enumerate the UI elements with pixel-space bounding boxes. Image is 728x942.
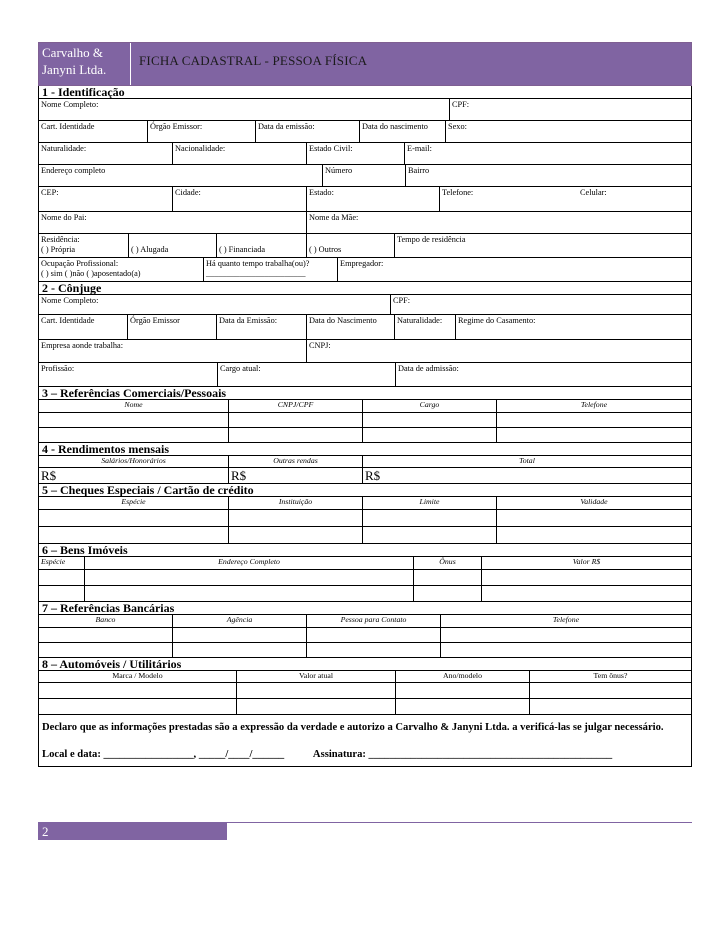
cheques-cell[interactable] bbox=[39, 510, 229, 526]
ocupacao-label: Ocupação Profissional: bbox=[41, 259, 119, 268]
row-residencia bbox=[38, 234, 692, 258]
declaration-text: Declaro que as informações prestadas são a expressão da verdade e autorizo a Carvalho & Janyni Ltda. a verificá-las se julgar necessário. bbox=[42, 722, 664, 733]
alugada-option[interactable]: ( ) Alugada bbox=[129, 234, 217, 257]
bancos-cell[interactable] bbox=[441, 628, 691, 642]
table-row bbox=[38, 586, 692, 602]
rend-total-value[interactable]: R$ bbox=[365, 468, 381, 483]
cidade-field[interactable]: Cidade: bbox=[173, 187, 307, 211]
cheques-col-especie: Espécie bbox=[39, 497, 229, 509]
refs-col-telefone: Telefone bbox=[580, 400, 608, 409]
header-banner bbox=[38, 42, 692, 86]
empregador-field[interactable]: Empregador: bbox=[340, 259, 384, 268]
cheques-col-instituicao: Instituição bbox=[229, 497, 363, 509]
conjuge-admissao-field[interactable]: Data de admissão: bbox=[398, 364, 459, 373]
autos-cell[interactable] bbox=[396, 683, 530, 698]
residencia-label: Residência: bbox=[41, 235, 80, 244]
refs-cell[interactable] bbox=[39, 413, 229, 427]
bancos-col-banco: Banco bbox=[39, 615, 173, 627]
naturalidade-field[interactable]: Naturalidade: bbox=[39, 143, 173, 164]
nome-field[interactable]: Nome Completo: bbox=[39, 99, 450, 120]
data-emissao-field[interactable]: Data da emissão: bbox=[256, 121, 360, 142]
rend-col-outras: Outras rendas bbox=[229, 456, 363, 467]
cheques-cell[interactable] bbox=[497, 510, 691, 526]
bairro-field[interactable]: Bairro bbox=[408, 166, 430, 175]
row-ocupacao bbox=[38, 258, 692, 282]
bens-cell[interactable] bbox=[85, 570, 414, 585]
autos-cell[interactable] bbox=[237, 699, 396, 714]
table-row bbox=[38, 643, 692, 658]
rendimentos-header-row bbox=[38, 456, 692, 468]
cheques-cell[interactable] bbox=[39, 527, 229, 543]
row-conjuge-identidade bbox=[38, 315, 692, 340]
section-8-title: 8 – Automóveis / Utilitários bbox=[38, 658, 692, 671]
conjuge-data-emissao-field[interactable]: Data da Emissão: bbox=[217, 315, 307, 339]
section-3-title: 3 – Referências Comerciais/Pessoais bbox=[38, 387, 692, 400]
section-1-title: 1 - Identificação bbox=[38, 86, 692, 99]
bens-cell[interactable] bbox=[414, 570, 482, 585]
bens-col-onus: Ônus bbox=[414, 557, 482, 569]
company-name: Carvalho & Janyni Ltda. bbox=[39, 43, 131, 85]
row-cep bbox=[38, 187, 692, 212]
tempo-trabalho-cell bbox=[204, 258, 338, 281]
bens-cell[interactable] bbox=[85, 586, 414, 601]
conjuge-orgao-field[interactable]: Órgão Emissor bbox=[128, 315, 217, 339]
autos-col-marca: Marca / Modelo bbox=[39, 671, 237, 682]
rend-col-total: Total bbox=[519, 456, 535, 465]
bens-cell[interactable] bbox=[39, 586, 85, 601]
table-row bbox=[38, 428, 692, 443]
conjuge-nome-field[interactable]: Nome Completo: bbox=[39, 295, 391, 314]
outros-option[interactable]: ( ) Outros bbox=[307, 234, 395, 257]
page-number: 2 bbox=[38, 823, 228, 840]
refs-header-row bbox=[38, 400, 692, 413]
assinatura-field[interactable]: Assinatura: ______________________________________________ bbox=[312, 749, 613, 760]
refs-cell[interactable] bbox=[363, 428, 497, 442]
autos-col-ano: Ano/modelo bbox=[396, 671, 530, 682]
cheques-cell[interactable] bbox=[363, 510, 497, 526]
cheques-cell[interactable] bbox=[363, 527, 497, 543]
conjuge-cnpj-field[interactable]: CNPJ: bbox=[309, 341, 331, 350]
section-6-title: 6 – Bens Imóveis bbox=[38, 544, 692, 557]
row-nome-cpf bbox=[38, 99, 692, 121]
residencia-cell bbox=[39, 234, 129, 257]
refs-cell[interactable] bbox=[497, 428, 691, 442]
rend-col-salarios: Salários/Honorários bbox=[39, 456, 229, 467]
autos-cell[interactable] bbox=[39, 683, 237, 698]
sexo-field[interactable]: Sexo: bbox=[448, 122, 467, 131]
conjuge-cpf-field[interactable]: CPF: bbox=[393, 296, 411, 305]
signature-line bbox=[42, 747, 688, 762]
table-row bbox=[38, 510, 692, 527]
autos-cell[interactable] bbox=[396, 699, 530, 714]
row-endereco bbox=[38, 165, 692, 187]
celular-field[interactable]: Celular: bbox=[580, 188, 607, 197]
estado-field[interactable]: Estado: bbox=[307, 187, 440, 211]
refs-cell[interactable] bbox=[229, 428, 363, 442]
ocupacao-cell bbox=[39, 258, 204, 281]
table-row bbox=[38, 570, 692, 586]
orgao-emissor-field[interactable]: Órgão Emissor: bbox=[148, 121, 256, 142]
footer-spacer bbox=[228, 823, 692, 840]
refs-col-cargo: Cargo bbox=[363, 400, 497, 412]
cheques-cell[interactable] bbox=[229, 510, 363, 526]
bens-col-especie: Espécie bbox=[39, 557, 85, 569]
table-row bbox=[38, 683, 692, 699]
bancos-cell[interactable] bbox=[39, 628, 173, 642]
section-7-title: 7 – Referências Bancárias bbox=[38, 602, 692, 615]
rend-outras-value[interactable]: R$ bbox=[229, 468, 363, 483]
bancos-col-agencia: Agência bbox=[173, 615, 307, 627]
conjuge-data-nasc-field[interactable]: Data do Nascimento bbox=[307, 315, 395, 339]
refs-col-nome: Nome bbox=[39, 400, 229, 412]
refs-cell[interactable] bbox=[229, 413, 363, 427]
nome-pai-field[interactable]: Nome do Pai: bbox=[39, 212, 307, 233]
refs-col-cnpj: CNPJ/CPF bbox=[229, 400, 363, 412]
bancos-col-contato: Pessoa para Contato bbox=[307, 615, 441, 627]
refs-cell[interactable] bbox=[497, 413, 691, 427]
ocupacao-options[interactable]: ( ) sim ( )não ( )aposentado(a) bbox=[41, 269, 141, 278]
cheques-cell[interactable] bbox=[229, 527, 363, 543]
email-field[interactable]: E-mail: bbox=[407, 144, 432, 153]
table-row bbox=[38, 699, 692, 715]
autos-col-onus: Tem ônus? bbox=[593, 671, 628, 680]
cpf-field[interactable]: CPF: bbox=[452, 100, 470, 109]
form-title: FICHA CADASTRAL - PESSOA FÍSICA bbox=[131, 43, 691, 85]
row-naturalidade bbox=[38, 143, 692, 165]
cheques-cell[interactable] bbox=[497, 527, 691, 543]
row-conjuge-profissao bbox=[38, 363, 692, 387]
bancos-header-row bbox=[38, 615, 692, 628]
rendimentos-values-row bbox=[38, 468, 692, 484]
autos-cell[interactable] bbox=[237, 683, 396, 698]
section-5-title: 5 – Cheques Especiais / Cartão de crédito bbox=[38, 484, 692, 497]
conjuge-empresa-field[interactable]: Empresa aonde trabalha: bbox=[39, 340, 307, 362]
table-row bbox=[38, 527, 692, 544]
bancos-cell[interactable] bbox=[441, 643, 691, 657]
bancos-cell[interactable] bbox=[39, 643, 173, 657]
tempo-trabalho-label: Há quanto tempo trabalha(ou)? bbox=[206, 259, 310, 268]
cheques-header-row bbox=[38, 497, 692, 510]
endereco-field[interactable]: Endereço completo bbox=[39, 165, 323, 186]
autos-cell[interactable] bbox=[530, 683, 691, 698]
bens-cell[interactable] bbox=[414, 586, 482, 601]
nacionalidade-field[interactable]: Nacionalidade: bbox=[173, 143, 307, 164]
bens-cell[interactable] bbox=[482, 570, 691, 585]
declaration-box bbox=[38, 715, 692, 767]
data-nascimento-field[interactable]: Data do nascimento bbox=[360, 121, 446, 142]
autos-col-valor: Valor atual bbox=[237, 671, 396, 682]
conjuge-naturalidade-field[interactable]: Naturalidade: bbox=[395, 315, 456, 339]
table-row bbox=[38, 413, 692, 428]
bancos-cell[interactable] bbox=[307, 643, 441, 657]
autos-cell[interactable] bbox=[530, 699, 691, 714]
tempo-trabalho-line[interactable]: ________________________ bbox=[206, 269, 306, 278]
cheques-col-limite: Limite bbox=[363, 497, 497, 509]
bens-col-endereco: Endereço Completo bbox=[85, 557, 414, 569]
conjuge-regime-field[interactable]: Regime do Casamento: bbox=[458, 316, 536, 325]
tempo-residencia-field[interactable]: Tempo de residência bbox=[397, 235, 466, 244]
bens-header-row bbox=[38, 557, 692, 570]
local-data-field[interactable]: Local e data: _________________, _____/____/______ bbox=[42, 749, 285, 760]
bancos-cell[interactable] bbox=[173, 628, 307, 642]
conjuge-cart-field[interactable]: Cart. Identidade bbox=[39, 315, 128, 339]
form-page bbox=[38, 42, 692, 767]
bens-cell[interactable] bbox=[39, 570, 85, 585]
bens-cell[interactable] bbox=[482, 586, 691, 601]
row-pais bbox=[38, 212, 692, 234]
cep-field[interactable]: CEP: bbox=[39, 187, 173, 211]
estado-civil-field[interactable]: Estado Civil: bbox=[307, 143, 405, 164]
row-conjuge-nome bbox=[38, 295, 692, 315]
nome-mae-field[interactable]: Nome da Mãe: bbox=[309, 213, 359, 222]
cart-identidade-field[interactable]: Cart. Identidade bbox=[39, 121, 148, 142]
bancos-col-telefone: Telefone bbox=[552, 615, 580, 624]
propria-option[interactable]: ( ) Própria bbox=[41, 245, 76, 254]
rend-salarios-value[interactable]: R$ bbox=[39, 468, 229, 483]
conjuge-profissao-field[interactable]: Profissão: bbox=[39, 363, 218, 386]
autos-header-row bbox=[38, 671, 692, 683]
table-row bbox=[38, 628, 692, 643]
bens-col-valor: Valor R$ bbox=[572, 557, 601, 566]
financiada-option[interactable]: ( ) Financiada bbox=[217, 234, 307, 257]
section-2-title: 2 - Cônjuge bbox=[38, 282, 692, 295]
autos-cell[interactable] bbox=[39, 699, 237, 714]
refs-cell[interactable] bbox=[39, 428, 229, 442]
row-identidade bbox=[38, 121, 692, 143]
section-4-title: 4 - Rendimentos mensais bbox=[38, 443, 692, 456]
page-footer bbox=[38, 822, 692, 840]
row-conjuge-empresa bbox=[38, 340, 692, 363]
telefone-field[interactable]: Telefone: bbox=[442, 188, 474, 197]
conjuge-cargo-field[interactable]: Cargo atual: bbox=[218, 363, 396, 386]
refs-cell[interactable] bbox=[363, 413, 497, 427]
cheques-col-validade: Validade bbox=[580, 497, 608, 506]
bancos-cell[interactable] bbox=[307, 628, 441, 642]
numero-field[interactable]: Número bbox=[323, 165, 406, 186]
bancos-cell[interactable] bbox=[173, 643, 307, 657]
